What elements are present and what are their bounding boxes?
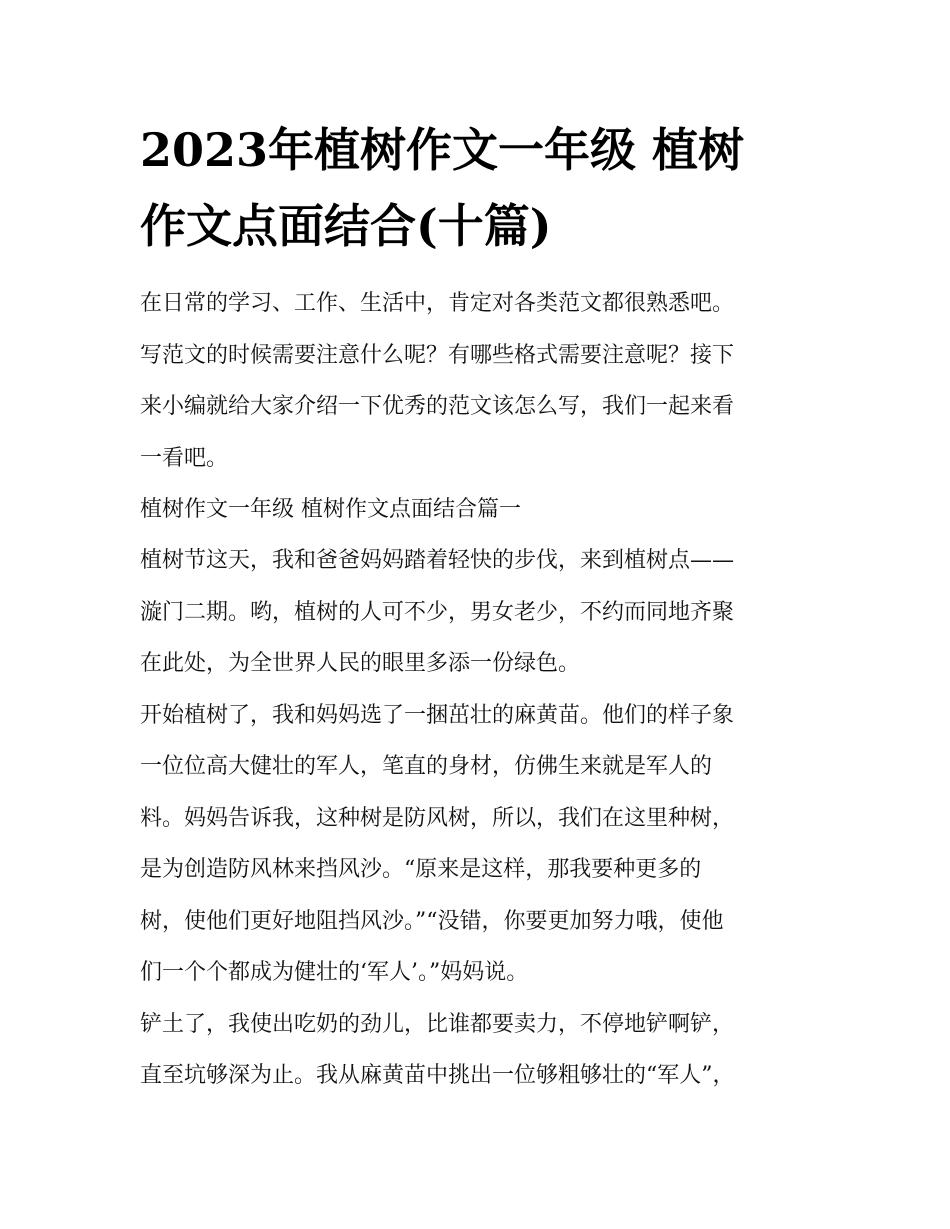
text-line: 植树节这天，我和爸爸妈妈踏着轻快的步伐，来到植树点—— [140, 548, 735, 573]
document-page [140, 112, 820, 1102]
body-paragraph [140, 535, 820, 690]
section-heading [140, 484, 820, 535]
body-paragraph [140, 690, 820, 999]
text-line: 铲土了，我使出吃奶的劲儿，比谁都要卖力，不停地铲啊铲， [140, 1011, 735, 1037]
document-body [140, 278, 820, 1102]
text-line: 们一个个都成为健壮的‘军人’。”妈妈说。 [140, 960, 529, 985]
text-line: 在此处，为全世界人民的眼里多添一份绿色。 [140, 651, 581, 676]
text-line: 在日常的学习、工作、生活中，肯定对各类范文都很熟悉吧。 [140, 291, 735, 316]
text-line: 一看吧。 [140, 445, 229, 471]
text-line: 是为创造防风林来挡风沙。“原来是这样，那我要种更多的 [140, 857, 702, 882]
text-line: 料。妈妈告诉我，这种树是防风树，所以，我们在这里种树， [140, 805, 735, 831]
document-title [140, 112, 820, 264]
text-line: 一位位高大健壮的军人，笔直的身材，仿佛生来就是军人的 [140, 754, 713, 779]
text-line: 直至坑够深为止。我从麻黄苗中挑出一位够粗够壮的“军人”， [140, 1063, 735, 1088]
text-line: 开始植树了，我和妈妈选了一捆茁壮的麻黄苗。他们的样子象 [140, 702, 735, 728]
text-line: 树，使他们更好地阻挡风沙。”“没错，你要更加努力哦，使他 [140, 908, 724, 934]
text-line: 来小编就给大家介绍一下优秀的范文该怎么写，我们一起来看 [140, 394, 735, 419]
body-paragraph [140, 999, 820, 1102]
heading-line: 植树作文一年级 植树作文点面结合篇一 [140, 497, 521, 522]
text-line: 写范文的时候需要注意什么呢？有哪些格式需要注意呢？接下 [140, 342, 735, 368]
text-line: 漩门二期。哟，植树的人可不少，男女老少，不约而同地齐聚 [140, 599, 735, 625]
title-line: 作文点面结合(十篇) [140, 199, 552, 253]
intro-paragraph [140, 278, 820, 484]
title-line: 2023年植树作文一年级 植树 [140, 123, 745, 177]
